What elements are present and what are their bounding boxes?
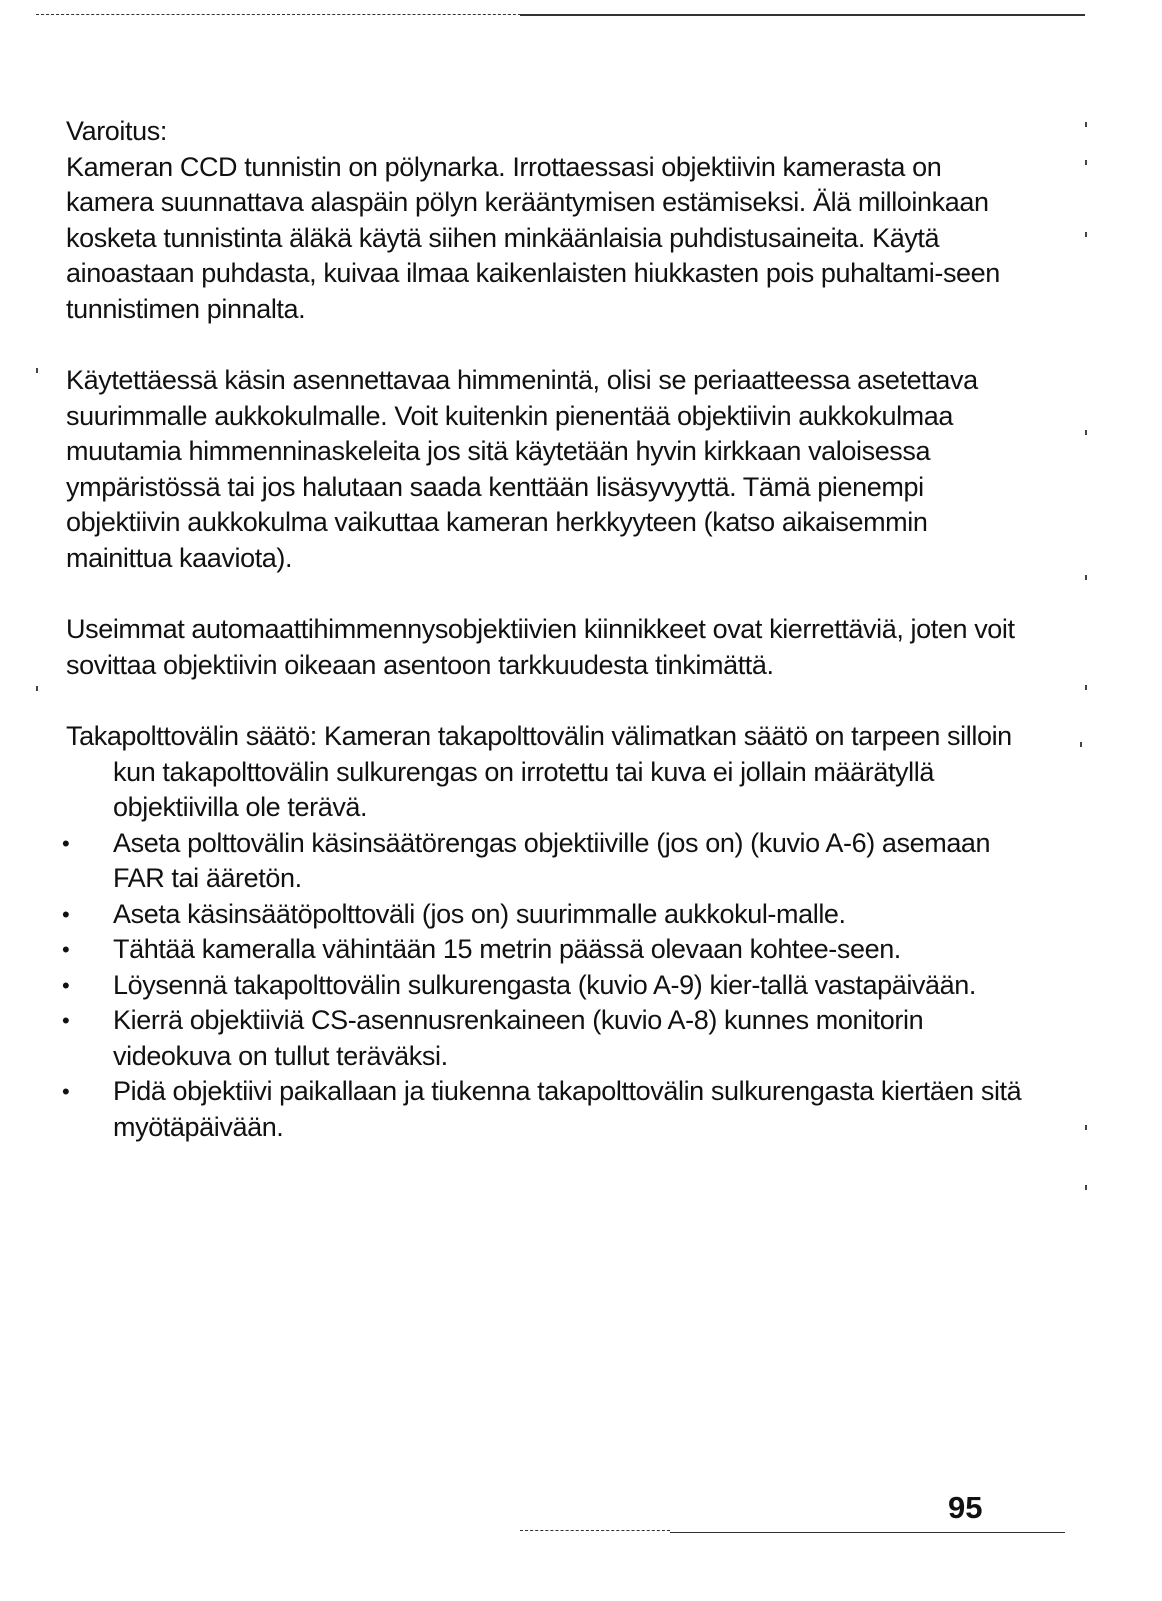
scan-speck — [1085, 160, 1087, 165]
list-item — [62, 968, 1026, 1004]
list-item — [62, 826, 1026, 897]
list-item — [62, 897, 1026, 933]
paragraph-iris-setting: Käytettäessä käsin asennettavaa himmenintä, olisi se periaatteessa asetettava suurimmalle aukkokulmalle. Voit kuitenkin pienentää objektiivin aukkokulmaa muutamia himmenninaskeleita jos sitä käytetään hyvin kirkkaan valoisessa ympäristössä tai jos halutaan saada kenttään lisäsyvyyttä. Tämä pienempi objektiivin aukkokulma vaikuttaa kameran herkkyyteen (katso aikaisemmin mainittua kaaviota). — [66, 365, 978, 573]
scan-speck — [1085, 1185, 1087, 1190]
scan-artifact-bottom-dashes — [520, 1530, 670, 1531]
page-content — [62, 114, 1026, 1145]
warning-section — [66, 114, 1026, 327]
step-text: Tähtää kameralla vähintään 15 metrin päässä olevaan kohtee-seen. — [113, 934, 901, 964]
scan-speck — [1080, 742, 1082, 747]
back-focus-steps — [62, 826, 1026, 1146]
list-item — [62, 1003, 1026, 1074]
back-focus-intro: Takapolttovälin säätö: Kameran takapolttovälin välimatkan säätö on tarpeen silloin kun takapolttovälin sulkurengas on irrotettu tai kuva ei jollain määrätyllä objektiivilla ole terävä. — [66, 721, 1012, 822]
list-item — [62, 932, 1026, 968]
scan-speck — [1085, 122, 1087, 127]
page-number: 95 — [948, 1490, 983, 1525]
step-text: Aseta polttovälin käsinsäätörengas objektiiville (jos on) (kuvio A-6) asemaan FAR tai ääretön. — [113, 827, 991, 893]
step-text: Pidä objektiivi paikallaan ja tiukenna takapolttovälin sulkurengasta kiertäen sitä myötäpäivään. — [113, 1076, 1022, 1142]
scan-speck — [1085, 1125, 1087, 1130]
scan-artifact-top-dashes — [36, 14, 536, 15]
scan-speck — [1085, 232, 1087, 237]
bullet-icon: • — [62, 901, 70, 927]
scan-speck — [1085, 430, 1087, 435]
paragraph-rotatable-mounts: Useimmat automaattihimmennysobjektiivien kiinnikkeet ovat kierrettäviä, joten voit sovittaa objektiivin oikeaan asentoon tarkkuudesta tinkimättä. — [66, 614, 1015, 680]
scan-artifact-bottom-line — [670, 1532, 1065, 1533]
scan-artifact-top-line — [520, 14, 1085, 16]
scan-speck — [36, 368, 38, 373]
bullet-icon: • — [62, 937, 70, 962]
bullet-icon: • — [62, 1079, 70, 1104]
list-item — [62, 1074, 1026, 1145]
warning-heading: Varoitus: — [66, 116, 167, 146]
bullet-icon: • — [62, 1008, 70, 1033]
scan-speck — [1085, 685, 1087, 690]
bullet-icon: • — [62, 830, 70, 856]
step-text: Kierrä objektiiviä CS-asennusrenkaineen (kuvio A-8) kunnes monitorin videokuva on tullut teräväksi. — [113, 1005, 924, 1071]
step-text: Aseta käsinsäätöpolttoväli (jos on) suurimmalle aukkokul-malle. — [113, 898, 846, 929]
bullet-icon: • — [62, 972, 70, 998]
scan-speck — [36, 686, 38, 691]
back-focus-section — [62, 719, 1026, 1145]
scan-speck — [1085, 575, 1087, 580]
step-text: Löysennä takapolttovälin sulkurengasta (kuvio A-9) kier-tallä vastapäivään. — [113, 969, 977, 1000]
warning-body: Kameran CCD tunnistin on pölynarka. Irrottaessasi objektiivin kamerasta on kamera suunnattava alaspäin pölyn kerääntymisen estämiseksi. Älä milloinkaan kosketa tunnistinta äläkä käytä siihen minkäänlaisia puhdistusaineita. Käytä ainoastaan puhdasta, kuivaa ilmaa kaikenlaisten hiukkasten pois puhaltami-seen tunnistimen pinnalta. — [66, 151, 1000, 324]
